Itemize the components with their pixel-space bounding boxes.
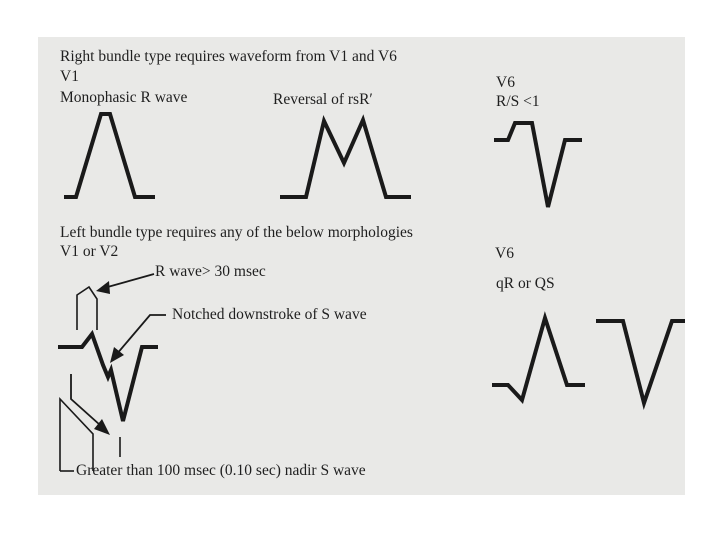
left-bundle-heading: Left bundle type requires any of the below morphologies [60, 224, 413, 241]
nadir-pointer-line [71, 374, 100, 425]
r-wave-arrowhead [96, 281, 110, 294]
label-qr-or-qs: qR or QS [496, 275, 555, 292]
waveform-drawings [38, 37, 685, 495]
label-nadir-s-wave: Greater than 100 msec (0.10 sec) nadir S wave [76, 462, 366, 479]
label-reversal-rsr: Reversal of rsR′ [273, 91, 373, 108]
v6-qr-waveform [492, 318, 585, 400]
rsr-prime-waveform [280, 120, 411, 197]
r-wave-pointer-arrow [104, 274, 154, 288]
label-rs-ratio: R/S <1 [496, 93, 540, 110]
label-r-wave-duration: R wave> 30 msec [155, 263, 266, 280]
label-notched-downstroke: Notched downstroke of S wave [172, 306, 367, 323]
label-v1-or-v2: V1 or V2 [60, 243, 119, 260]
monophasic-r-waveform [64, 114, 155, 197]
ecg-bundle-branch-figure [38, 37, 685, 495]
r-wave-duration-bracket [77, 287, 97, 330]
left-bundle-v1-waveform [58, 334, 158, 421]
label-v6-left: V6 [495, 245, 514, 262]
label-monophasic-r-wave: Monophasic R wave [60, 89, 188, 106]
v6-rs-waveform [494, 123, 582, 207]
right-bundle-heading: Right bundle type requires waveform from V1 and V6 [60, 48, 397, 65]
nadir-duration-bracket [60, 399, 93, 471]
label-v1: V1 [60, 68, 79, 85]
v6-qs-waveform [596, 321, 685, 403]
label-v6-right: V6 [496, 74, 515, 91]
